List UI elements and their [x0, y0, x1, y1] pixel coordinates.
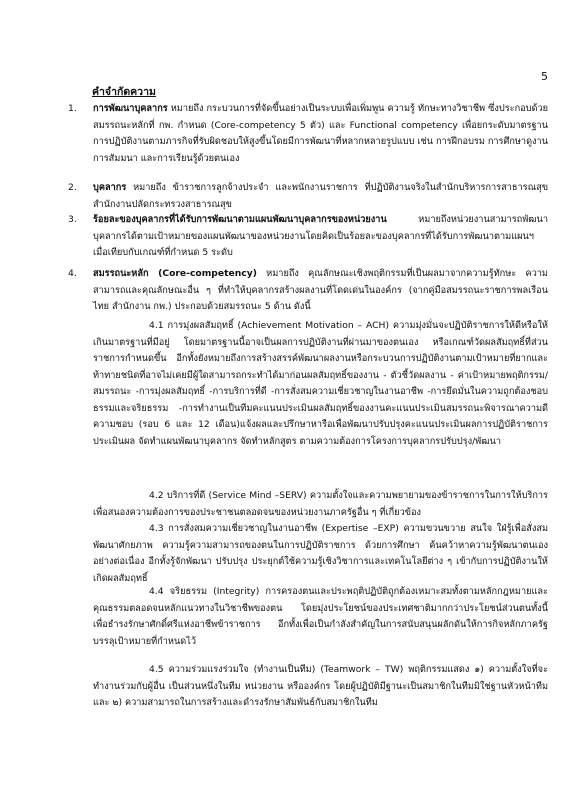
item-text: หมายถึงหน่วยงานสามารถพัฒนาบุคลากรได้ตามเป้าหมายของแผนพัฒนาของหน่วยงานโดยคิดเป็นร้อยละของบุคลากรที่ได้รับการพัฒนาตามแผนฯเมื่อเทียบกับเกณฑ์ที่กำหนด 5 ระดับ [93, 214, 548, 258]
item-text: หมายถึง คุณลักษณะเชิงพฤติกรรมที่เป็นผลมาจากความรู้ทักษะ ความสามารถและคุณลักษณะอื่น ๆ ที่ทำให้บุคลากรสร้างผลงานที่โดดเด่นในองค์กร (จากคู่มือสมรรถนะราชการพลเรือนไทย สำนักงาน กพ.) ประกอบด้วยสมรรถนะ 5 ด้าน ดังนี้ [93, 268, 548, 312]
competency-text: 4.5 ความร่วมแรงร่วมใจ (ทำงานเป็นทีม) (Teamwork – TW) พฤติกรรมแสดง ๑) ความตั้งใจที่จะทำงานร่วมกับผู้อื่น เป็นส่วนหนึ่งในทีม หน่วยงาน หรือองค์กร โดยผู้ปฏิบัติมีฐานะเป็นสมาชิกในทีมมิใช่ฐานหัวหน้าทีม และ ๒) ความสามารถในการสร้างและดำรงรักษาสัมพันธ์กับสมาชิกในทีม [93, 664, 548, 708]
competency-text: 4.4 จริยธรรม (Integrity) การครองตนและประพฤติปฏิบัติถูกต้องเหมาะสมทั้งตามหลักกฎหมายและคุณธรรมตลอดจนหลักแนวทางในวิชาชีพของตน โดยมุ่งประโยชน์ของประเทศชาติมากกว่าประโยชน์ส่วนตนทั้งนี้ เพื่อธำรงรักษาศักดิ์ศรีแห่งอาชีพข้าราชการ อีกทั้งเพื่อเป็นกำลังสำคัญในการสนับสนุนผลักดันให้การกิจหลักภาครัฐบรรลุเป้าหมายที่กำหนดไว้ [93, 586, 548, 647]
competency-4-3 [93, 521, 548, 587]
competency-text: 4.2 บริการที่ดี (Service Mind –SERV) ความตั้งใจและความพยายามของข้าราชการในการให้บริการเพื่อสนองความต้องการของประชาชนตลอดจนของหน่วยงานภาครัฐอื่น ๆ ที่เกี่ยวข้อง [93, 490, 548, 518]
competency-4-5 [93, 662, 548, 712]
item-number: 3. [68, 214, 77, 225]
item-number: 4. [68, 268, 77, 279]
item-term: สมรรถนะหลัก (Core-competency) [93, 268, 257, 279]
page-number: 5 [541, 70, 548, 83]
competency-text: 4.1 การมุ่งผลสัมฤทธิ์ (Achievement Motivation – ACH) ความมุ่งมั่นจะปฏิบัติราชการให้ดีหรือให้เกินมาตรฐานที่มีอยู่ โดยมาตรฐานนี้อาจเป็นผลการปฏิบัติงานที่ผ่านมาของตนเอง หรือเกณฑ์วัดผลสัมฤทธิ์ที่ส่วนราชการกำหนดขึ้น อีกทั้งยังหมายถึงการสร้างสรรค์พัฒนาผลงานหรือกระบวนการปฏิบัติงานตามเป้าหมายที่ยากและท้าทายชนิดที่อาจไม่เคยมีผู้ใดสามารถกระทำได้มาก่อนผลสัมฤทธิ์ของงาน - ตัวชี้วัดผลงาน - ค่าเป้าหมายพฤติกรรม/สมรรถนะ -การมุ่งผลสัมฤทธิ์ -การบริการที่ดี -การสั่งสมความเชี่ยวชาญในงานอาชีพ -การยึดมั่นในความถูกต้องชอบธรรมและจริยธรรม -การทำงานเป็นทีมคะแนนประเมินผลสัมฤทธิ์ของงานคะแนนประเมินสมรรถนะพิจารณาความดีความชอบ (รอบ 6 และ 12 เดือน)แจ้งผลและปรึกษาหารือเพื่อพัฒนาปรับปรุงคะแนนประเมินผลการปฏิบัติราชการประเมินผล จัดทำแผนพัฒนาบุคลากร จัดทำหลักสูตร ตามความต้องการโครงการบุคลากรปรับปรุง/พัฒนา [93, 320, 548, 447]
item-term: การพัฒนาบุคลากร [93, 103, 168, 114]
item-number: 2. [68, 182, 77, 193]
item-number: 1. [68, 103, 77, 114]
definition-item-3 [68, 212, 548, 262]
competency-4-1 [93, 318, 548, 450]
item-term: บุคลากร [93, 182, 127, 193]
item-text: หมายถึง ข้าราชการลูกจ้างประจำ และพนักงานราชการ ที่ปฏิบัติงานจริงในสำนักบริหารการสาธารณสุข สำนักงานปลัดกระทรวงสาธารณสุข [93, 182, 548, 210]
competency-4-4 [93, 584, 548, 650]
competency-text: 4.3 การสั่งสมความเชี่ยวชาญในงานอาชีพ (Expertise –EXP) ความขวนขวาย สนใจ ใฝ่รู้เพื่อสั่งสมพัฒนาศักยภาพ ความรู้ความสามารถของตนในการปฏิบัติราชการ ด้วยการศึกษา ค้นคว้าหาความรู้พัฒนาตนเองอย่างต่อเนื่อง อีกทั้งรู้จักพัฒนา ปรับปรุง ประยุกต์ใช้ความรู้เชิงวิชาการและเทคโนโลยีต่าง ๆ เข้ากับการปฏิบัติงานให้เกิดผลสัมฤทธิ์ [93, 523, 548, 584]
definition-item-1 [68, 101, 548, 167]
item-text: หมายถึง กระบวนการที่จัดขึ้นอย่างเป็นระบบเพื่อเพิ่มพูน ความรู้ ทักษะทางวิชาชีพ ซึ่งประกอบด้วยสมรรถนะหลักที่ กพ. กำหนด (Core-competency 5 ตัว) และ Functional competency เพื่อยกระดับมาตรฐานการปฏิบัติงานตามภารกิจที่รับผิดชอบให้สูงขึ้นโดยมีการพัฒนาที่หลากหลายรูปแบบ เช่น การฝึกอบรม การศึกษาดูงาน การสัมมนา และการเรียนรู้ด้วยตนเอง [93, 103, 548, 164]
definition-item-2 [68, 180, 548, 213]
item-term: ร้อยละของบุคลากรที่ได้รับการพัฒนาตามแผนพัฒนาบุคลากรของหน่วยงาน [93, 214, 387, 225]
section-heading: คำจำกัดความ [92, 86, 156, 98]
competency-4-2 [93, 488, 548, 521]
definition-item-4 [68, 266, 548, 316]
